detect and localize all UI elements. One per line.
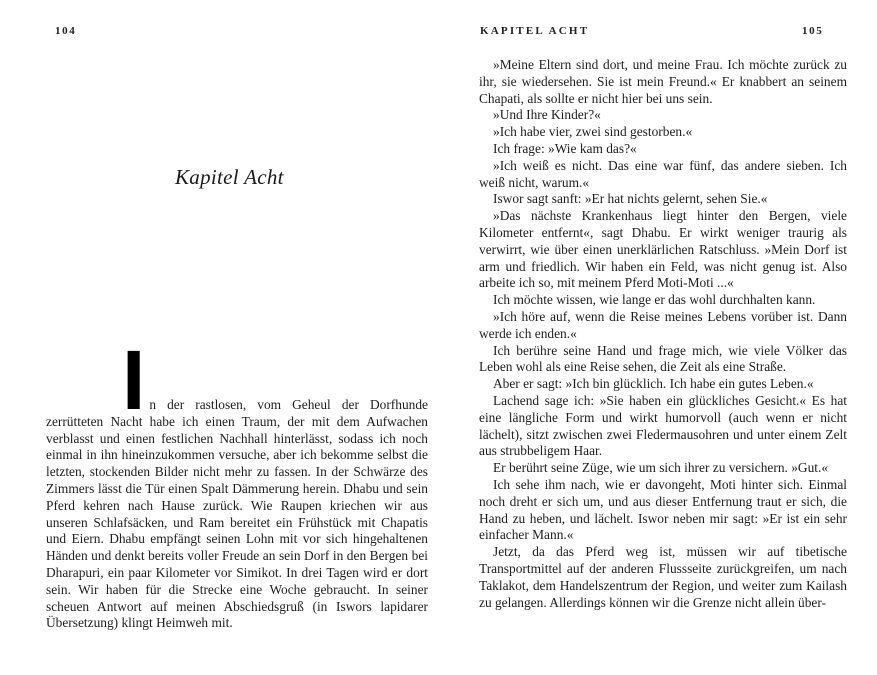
paragraph: Er berührt seine Züge, wie um sich ihrer zu versichern. »Gut.« <box>493 460 829 476</box>
paragraph: »Ich höre auf, wenn die Reise meines Lebens vorüber ist. Dann werde ich enden.« <box>479 308 847 341</box>
paragraph: »Meine Eltern sind dort, und meine Frau. Ich möchte zurück zu ihr, sie wiedersehen. Sie ist mein Freund.« Er knabbert an seinem Chapati, als sollte er nicht hier bei uns sein. <box>479 57 847 106</box>
paragraph: »Das nächste Krankenhaus liegt hinter den Bergen, viele Kilometer entfernt«, sagt Dhabu. Er wirkt weniger traurig als verwirrt, wie über einen unerklärlichen Ratschluss. »Mein Dorf ist arm und friedlich. Wir haben ein Feld, was nicht genug ist. Also arbeite ich so, mit meinem Pferd Moti-Moti ...« <box>479 208 847 291</box>
paragraph: Ich möchte wissen, wie lange er das wohl durchhalten kann. <box>493 292 816 308</box>
paragraph: Jetzt, da das Pferd weg ist, müssen wir auf tibetische Transportmittel auf der anderen Flussseite zurückgreifen, um nach Taklakot, dem Handelszentrum der Region, und weiter zum Kailash zu gelangen. Allerdings können wir die Grenze nicht allein über- <box>479 544 847 610</box>
paragraph: »Ich weiß es nicht. Das eine war fünf, das andere sieben. Ich weiß nicht, warum.« <box>479 157 847 190</box>
paragraph: Lachend sage ich: »Sie haben ein glückliches Gesicht.« Es hat eine längliche Form und wirkt humorvoll (auch wenn er nicht lächelt), sitzt zwischen zwei Fledermausohren und unter einem Zelt aus strubbeligem Haar. <box>479 392 847 459</box>
paragraph: Ich sehe ihm nach, wie er davongeht, Moti hinter sich. Einmal noch dreht er sich um, und aus dieser Entfernung traut er sich, die Hand zu heben, und lächelt. Iswor neben mir sagt: »Er ist ein sehr einfacher Mann.« <box>479 476 847 543</box>
opening-paragraph-text: n der rastlosen, vom Geheul der Dorfhunde zerrütteten Nacht habe ich einen Traum, der mit dem Aufwachen verblasst und einen festlichen Nachhall hinterlässt, sodass ich noch einmal in ihn hineinzukommen versuche, aber ich bekomme selbst die letzten, stockenden Bilder nicht mehr zu fassen. In der Schwärze des Zimmers lässt die Tür einen Spalt Dämmerung herein. Dhabu und sein Pferd kehren nach Hause zurück. Wie Raupen kriechen wir aus unseren Schlafsäcken, und Ram bereitet ein Frühstück mit Chapatis und Eiern. Dhabu empfängt seinen Lohn mit vor sich hingehaltenen Händen und denkt bereits voller Freude an sein Dorf in den Bergen bei Dharapuri, ein paar Kilometer vor Simikot. In drei Tagen wird er dort sein. Wir haben für die Strecke eine Woche gebraucht. In seiner scheuen Antwort auf meinen Abschiedsgruß (in Iswors lapidarer Übersetzung) klingt Heimweh mit. <box>46 397 428 631</box>
paragraph: »Und Ihre Kinder?« <box>493 107 601 123</box>
running-head: KAPITEL ACHT <box>480 25 590 37</box>
paragraph: Aber er sagt: »Ich bin glücklich. Ich habe ein gutes Leben.« <box>493 376 814 392</box>
right-page-body-text <box>479 57 847 611</box>
page-number-right: 105 <box>802 25 824 37</box>
paragraph: Iswor sagt sanft: »Er hat nichts gelernt, sehen Sie.« <box>493 191 768 207</box>
chapter-title: Kapitel Acht <box>175 165 284 189</box>
paragraph: Ich frage: »Wie kam das?« <box>493 140 637 156</box>
paragraph: »Ich habe vier, zwei sind gestorben.« <box>493 124 693 140</box>
page-number-left: 104 <box>55 25 77 37</box>
drop-cap-letter-i: I <box>122 333 146 427</box>
opening-paragraph <box>46 333 428 632</box>
left-page-body-text <box>46 333 428 632</box>
paragraph: Ich berühre seine Hand und frage mich, wie viele Völker das Leben wohl als eine Reise sehen, die Zeit als eine Straße. <box>479 342 847 375</box>
